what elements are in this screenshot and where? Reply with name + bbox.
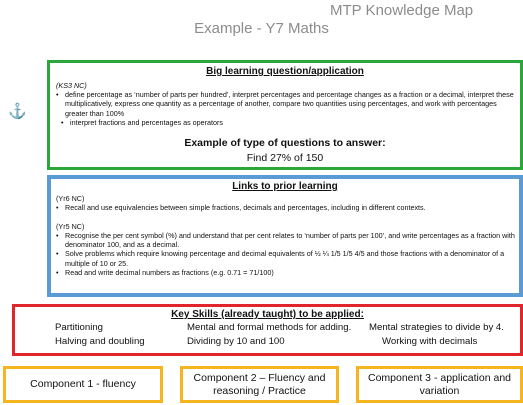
list-item: • Recall and use equivalencies between simple fractions, decimals and percentages, including in different contexts.	[56, 203, 518, 212]
example-value: Find 27% of 150	[246, 152, 324, 164]
component-label: Component 1 - fluency	[30, 378, 136, 390]
skill-item: Mental and formal methods for adding.	[187, 322, 352, 333]
skill-item: Partitioning	[55, 322, 103, 333]
page-title: MTP Knowledge Map	[330, 2, 474, 19]
y5-label: (Yr5 NC)	[56, 221, 85, 231]
component-3-box	[356, 366, 523, 403]
anchor-icon: ⚓	[8, 103, 27, 120]
component-1-box	[3, 366, 163, 403]
prior-learning-content	[56, 194, 518, 277]
list-item: • interpret fractions and percentages as operators	[61, 118, 516, 127]
skill-item: Dividing by 10 and 100	[187, 336, 285, 347]
skill-item: Halving and doubling	[55, 336, 145, 347]
key-skills-title: Key Skills (already taught) to be applied:	[171, 309, 364, 320]
component-label: Component 3 - application and variation	[367, 371, 511, 397]
component-2-box	[180, 366, 339, 403]
ks3-label: (KS3 NC)	[56, 81, 87, 90]
example-title: Example of type of questions to answer:	[184, 137, 386, 149]
list-item: • Recognise the per cent symbol (%) and understand that per cent relates to ‘number of parts per 100’, and write percentages as a fraction with denominator 100, and as a decimal.	[56, 231, 518, 250]
skill-item: Working with decimals	[382, 336, 478, 347]
list-item: • Read and write decimal numbers as fractions (e.g. 0.71 = 71/100)	[56, 268, 518, 277]
key-skills-box	[12, 304, 523, 356]
page-subtitle: Example - Y7 Maths	[194, 20, 329, 37]
big-learning-question-box	[47, 60, 523, 170]
prior-learning-title: Links to prior learning	[232, 181, 338, 192]
big-learning-question-title: Big learning question/application	[206, 66, 364, 77]
prior-learning-box	[47, 175, 523, 297]
component-label: Component 2 – Fluency and reasoning / Practice	[193, 371, 326, 397]
list-item: • define percentage as ‘number of parts per hundred’, interpret percentages and percentage changes as a fraction or a decimal, interpret these multiplicatively, express one quantity as a percentage of another, compare two quantities using percentages, and work with percentages greater than 100%	[56, 90, 516, 118]
list-item: • Solve problems which require knowing percentage and decimal equivalents of ½ ¼ 1/5 1/5 4/5 and those fractions with a denominator of a multiple of 10 or 25.	[56, 249, 518, 268]
skill-item: Mental strategies to divide by 4.	[369, 322, 504, 333]
y6-label: (Yr6 NC)	[56, 194, 85, 203]
big-question-bullets	[56, 90, 516, 127]
